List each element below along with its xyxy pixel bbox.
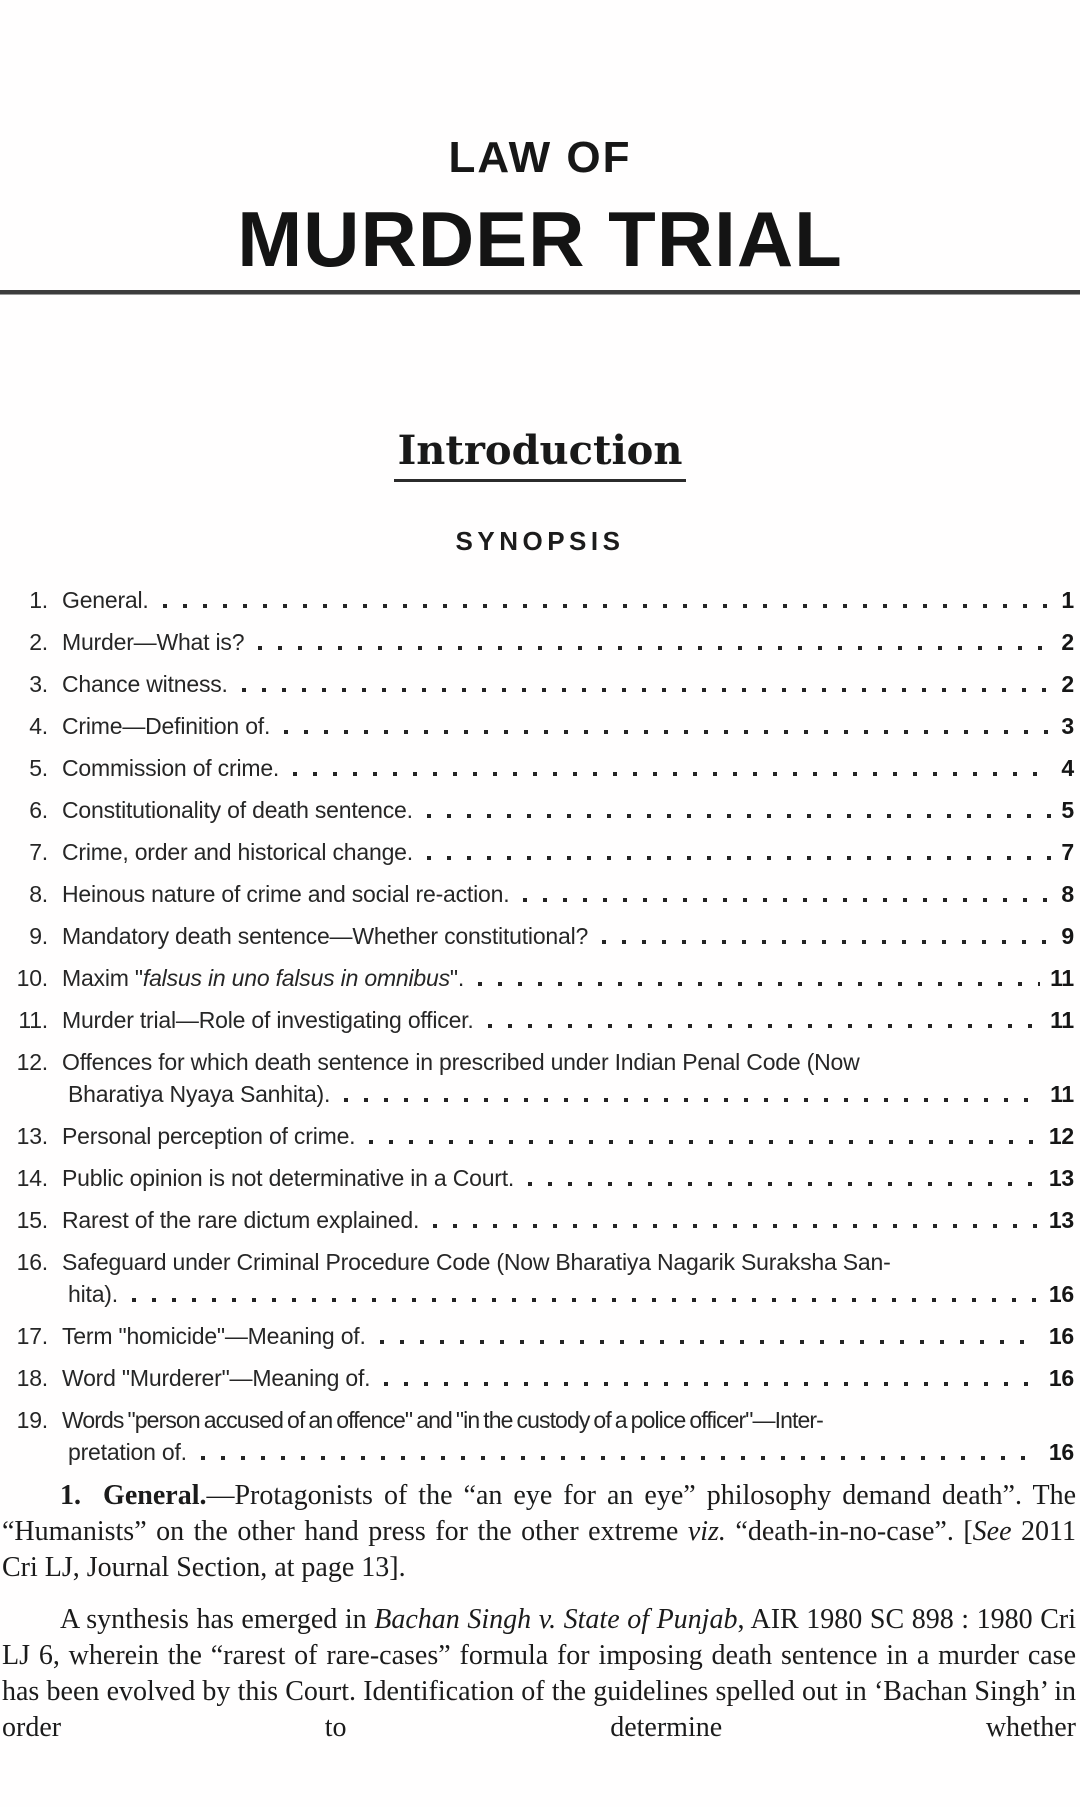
item-last-line (62, 1204, 1074, 1236)
item-title (62, 1162, 514, 1194)
item-last-line (62, 710, 1074, 742)
item-entry (62, 1246, 1074, 1310)
item-entry (62, 584, 1074, 616)
item-title (68, 1078, 330, 1110)
item-title (62, 878, 509, 910)
item-first-line (62, 1246, 1074, 1278)
text-segment: Public opinion is not determinative in a Court. (62, 1165, 515, 1191)
dot-leader (427, 856, 1051, 860)
dot-leader (284, 730, 1051, 734)
item-page-number: 5 (1061, 797, 1074, 823)
synopsis-item (0, 1204, 1074, 1236)
book-pretitle: LAW OF (448, 133, 632, 182)
item-number: 17. (16, 1323, 48, 1349)
synopsis-item (0, 626, 1074, 658)
body-paragraph (2, 1478, 1076, 1586)
item-page-number: 8 (1061, 881, 1074, 907)
dot-leader (258, 646, 1051, 650)
dot-leader (242, 688, 1052, 692)
dot-leader (380, 1340, 1039, 1344)
synopsis-item (0, 962, 1074, 994)
item-number: 3. (29, 671, 48, 697)
item-title (62, 584, 149, 616)
item-number: 11. (18, 1007, 48, 1033)
text-segment: Crime—Definition of. (62, 713, 271, 739)
item-title (62, 752, 279, 784)
text-segment: pretation of. (68, 1439, 187, 1465)
item-page-number: 12 (1048, 1123, 1074, 1149)
item-last-line (62, 794, 1074, 826)
item-number: 10. (16, 965, 48, 991)
text-segment: Heinous nature of crime and social re-action. (62, 881, 510, 907)
dot-leader (293, 772, 1051, 776)
item-entry (62, 710, 1074, 742)
synopsis-item (0, 1162, 1074, 1194)
item-title (68, 1278, 118, 1310)
item-entry (62, 1162, 1074, 1194)
synopsis-item (0, 752, 1074, 784)
item-entry (62, 1320, 1074, 1352)
item-entry (62, 920, 1074, 952)
item-number: 4. (29, 713, 48, 739)
item-page-number: 13 (1048, 1207, 1074, 1233)
item-page-number: 2 (1061, 671, 1074, 697)
dot-leader (523, 898, 1051, 902)
item-entry (62, 836, 1074, 868)
item-page-number: 2 (1061, 629, 1074, 655)
text-segment: 1. General. (60, 1480, 207, 1511)
item-last-line (62, 668, 1074, 700)
item-number: 6. (29, 797, 48, 823)
item-entry (62, 1120, 1074, 1152)
item-number: 9. (29, 923, 48, 949)
item-title (68, 1436, 187, 1468)
text-segment: Term "homicide"—Meaning of. (62, 1323, 366, 1349)
item-entry (62, 752, 1074, 784)
item-last-line (68, 1436, 1074, 1468)
item-last-line (62, 1162, 1074, 1194)
synopsis-item (0, 1046, 1074, 1110)
item-entry (62, 878, 1074, 910)
item-last-line (62, 584, 1074, 616)
item-last-line (62, 1362, 1074, 1394)
item-title (62, 1362, 370, 1394)
item-number: 15. (16, 1207, 48, 1233)
synopsis-item (0, 1246, 1074, 1310)
text-segment: Rarest of the rare dictum explained. (62, 1207, 420, 1233)
synopsis-item (0, 920, 1074, 952)
item-page-number: 7 (1061, 839, 1074, 865)
item-first-line (62, 1046, 1074, 1078)
dot-leader (602, 940, 1051, 944)
item-title (62, 1249, 891, 1275)
text-segment: 2011 Cri LJ, Journal Section, at page 13]. (2, 1516, 1076, 1583)
item-last-line (68, 1078, 1074, 1110)
item-page-number: 13 (1048, 1165, 1074, 1191)
item-entry (62, 668, 1074, 700)
item-page-number: 16 (1048, 1281, 1074, 1307)
text-segment: Word "Murderer"—Meaning of. (62, 1365, 371, 1391)
item-entry (62, 1004, 1074, 1036)
text-segment: A synthesis has emerged in (60, 1604, 375, 1635)
item-page-number: 3 (1061, 713, 1074, 739)
item-entry (62, 794, 1074, 826)
item-page-number: 9 (1061, 923, 1074, 949)
item-page-number: 1 (1061, 587, 1074, 613)
text-segment: Chance witness. (62, 671, 228, 697)
item-entry (62, 626, 1074, 658)
synopsis-list (0, 584, 1080, 1468)
synopsis-item (0, 1120, 1074, 1152)
dot-leader (427, 814, 1052, 818)
text-segment: Mandatory death sentence—Whether constitutional? (62, 923, 589, 949)
item-page-number: 11 (1050, 1081, 1074, 1107)
item-page-number: 16 (1048, 1365, 1074, 1391)
item-title (62, 710, 270, 742)
item-page-number: 4 (1061, 755, 1074, 781)
synopsis-item (0, 836, 1074, 868)
item-number: 19. (16, 1407, 48, 1433)
item-last-line (62, 878, 1074, 910)
text-segment: falsus in uno falsus in omnibus (142, 965, 450, 991)
horizontal-rule (0, 290, 1080, 294)
synopsis-heading: SYNOPSIS (455, 526, 625, 556)
dot-leader (384, 1382, 1038, 1386)
dot-leader (528, 1182, 1039, 1186)
synopsis-item (0, 668, 1074, 700)
dot-leader (433, 1224, 1039, 1228)
item-title (62, 1120, 355, 1152)
dot-leader (163, 604, 1052, 608)
text-segment: Constitutionality of death sentence. (62, 797, 413, 823)
item-title (62, 920, 588, 952)
text-segment: Murder trial—Role of investigating officer. (62, 1007, 474, 1033)
text-segment: See (972, 1516, 1012, 1547)
chapter-heading: Introduction (394, 428, 687, 482)
text-segment: Personal perception of crime. (62, 1123, 356, 1149)
item-last-line (68, 1278, 1074, 1310)
dot-leader (132, 1298, 1039, 1302)
item-number: 16. (16, 1249, 48, 1275)
item-number: 2. (29, 629, 48, 655)
item-title (62, 1320, 366, 1352)
dot-leader (478, 982, 1040, 986)
text-segment: Crime, order and historical change. (62, 839, 413, 865)
dot-leader (488, 1024, 1041, 1028)
item-first-line (62, 1404, 1074, 1436)
dot-leader (369, 1140, 1038, 1144)
item-entry (62, 1204, 1074, 1236)
synopsis-item (0, 1362, 1074, 1394)
body-text (0, 1478, 1080, 1746)
item-title (62, 1407, 823, 1433)
text-segment: Commission of crime. (62, 755, 280, 781)
text-segment: viz. (687, 1516, 726, 1547)
text-segment: Words "person accused of an offence" and "in the custody of a police officer"—Inter- (62, 1407, 823, 1433)
item-entry (62, 1362, 1074, 1394)
text-segment: hita). (68, 1281, 118, 1307)
item-title (62, 1204, 419, 1236)
item-entry (62, 962, 1074, 994)
item-title (62, 668, 228, 700)
text-segment: General. (62, 587, 149, 613)
text-segment: ". (449, 965, 465, 991)
item-number: 12. (16, 1049, 48, 1075)
synopsis-item (0, 584, 1074, 616)
item-page-number: 16 (1048, 1323, 1074, 1349)
synopsis-item (0, 1320, 1074, 1352)
item-last-line (62, 920, 1074, 952)
item-number: 13. (16, 1123, 48, 1149)
text-segment: Bharatiya Nyaya Sanhita). (68, 1081, 331, 1107)
dot-leader (201, 1456, 1039, 1460)
item-last-line (62, 836, 1074, 868)
synopsis-item (0, 794, 1074, 826)
synopsis-item (0, 1404, 1074, 1468)
synopsis-item (0, 710, 1074, 742)
text-segment: , AIR 1980 SC 898 : 1980 Cri LJ 6, wherein the “rarest of rare-cases” formula for imposing death sentence in a murder case has been evolved by this Court. Identification of the guidelines spelled out in ‘Bachan Singh’ in order to determine whether (2, 1604, 1077, 1743)
item-title (62, 962, 464, 994)
item-last-line (62, 962, 1074, 994)
synopsis-item (0, 1004, 1074, 1036)
item-page-number: 16 (1048, 1439, 1074, 1465)
item-entry (62, 1404, 1074, 1468)
text-segment: “death-in-no-case”. [ (725, 1516, 973, 1547)
item-last-line (62, 626, 1074, 658)
chapter-heading-wrap (0, 428, 1080, 482)
item-last-line (62, 1320, 1074, 1352)
item-number: 5. (29, 755, 48, 781)
item-number: 1. (29, 587, 48, 613)
item-last-line (62, 752, 1074, 784)
text-segment: Offences for which death sentence in prescribed under Indian Penal Code (Now (62, 1049, 860, 1075)
item-number: 7. (29, 839, 48, 865)
item-page-number: 11 (1050, 1007, 1074, 1033)
item-title (62, 1004, 474, 1036)
dot-leader (344, 1098, 1040, 1102)
item-number: 14. (16, 1165, 48, 1191)
item-page-number: 11 (1050, 965, 1074, 991)
item-title (62, 626, 244, 658)
item-last-line (62, 1120, 1074, 1152)
text-segment: Maxim " (62, 965, 143, 991)
synopsis-item (0, 878, 1074, 910)
text-segment: Murder—What is? (62, 629, 245, 655)
text-segment: —Protagonists of the “an eye for an eye” philosophy demand death”. The “Humanists” on the other hand press for the other extreme (2, 1480, 1076, 1547)
book-title: MURDER TRIAL (237, 195, 843, 283)
item-title (62, 794, 413, 826)
item-number: 8. (29, 881, 48, 907)
body-paragraph (2, 1602, 1076, 1746)
item-entry (62, 1046, 1074, 1110)
item-number: 18. (16, 1365, 48, 1391)
item-last-line (62, 1004, 1074, 1036)
text-segment: Bachan Singh v. State of Punjab (374, 1604, 738, 1635)
item-title (62, 1049, 860, 1075)
text-segment: Safeguard under Criminal Procedure Code (Now Bharatiya Nagarik Suraksha San- (62, 1249, 891, 1275)
item-title (62, 836, 413, 868)
